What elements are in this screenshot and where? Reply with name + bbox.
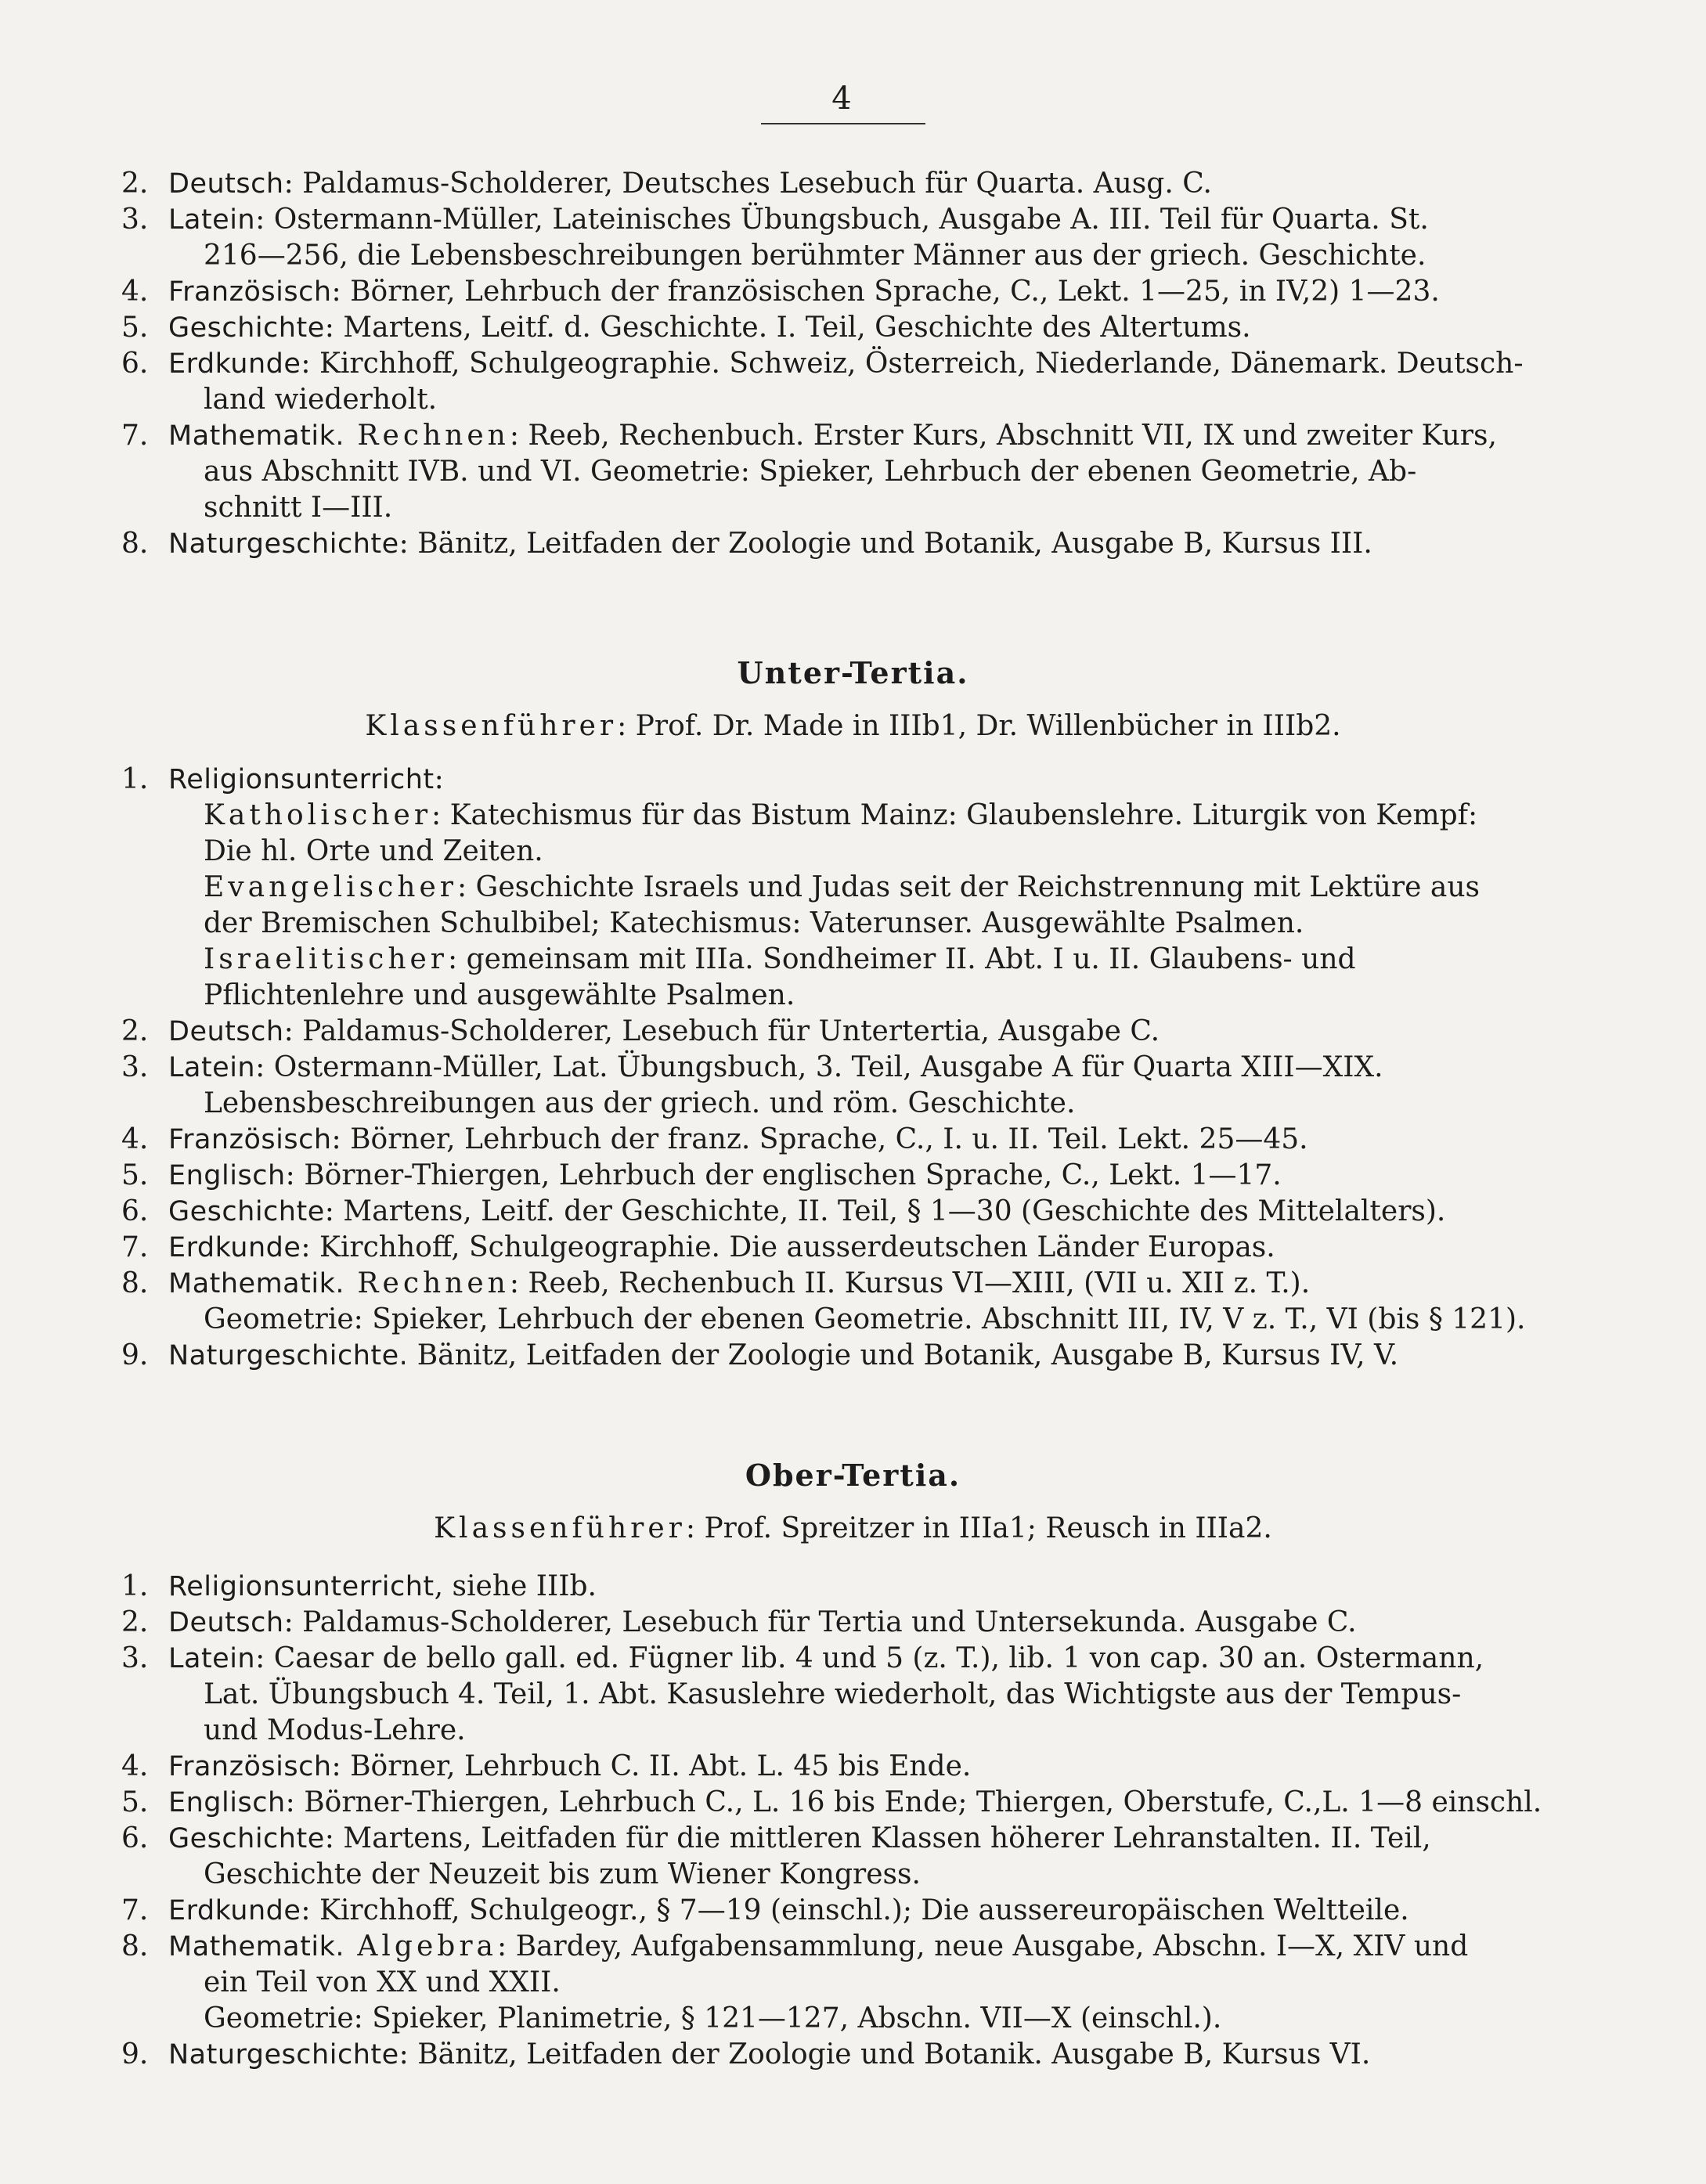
subject-label: Geschichte: [168, 1823, 325, 1854]
religion-entry: Israelitischer: gemeinsam mit IIIa. Sondheimer II. Abt. I u. II. Glaubens- und: [204, 943, 1356, 975]
list-item-continuation: land wiederholt.: [204, 384, 438, 416]
subject-label: Englisch: [168, 1787, 286, 1818]
page-number-rule: [761, 123, 925, 124]
list-item: 4. Französisch: Börner, Lehrbuch der franz. Sprache, C., I. u. II. Teil. Lekt. 25—45.: [121, 1123, 1308, 1155]
subject-label: Deutsch: [168, 1016, 284, 1047]
list-item: 3. Latein: Ostermann-Müller, Lateinisches Übungsbuch, Ausgabe A. III. Teil für Quarta. St.: [121, 204, 1429, 236]
page-number: 4: [831, 81, 852, 117]
list-item-continuation: Lebensbeschreibungen aus der griech. und röm. Geschichte.: [204, 1087, 1076, 1119]
subject-label: Geschichte: [168, 1196, 325, 1227]
list-item: 7. Erdkunde: Kirchhoff, Schulgeographie. Die ausserdeutschen Länder Europas.: [121, 1231, 1275, 1263]
list-item: 8. Mathematik. Algebra: Bardey, Aufgabensammlung, neue Ausgabe, Abschn. I—X, XIV und: [121, 1930, 1469, 1962]
list-item: 7. Erdkunde: Kirchhoff, Schulgeogr., § 7—19 (einschl.); Die aussereuropäischen Weltteile.: [121, 1894, 1409, 1926]
subject-label: Erdkunde: [168, 348, 301, 380]
list-item: 8. Naturgeschichte: Bänitz, Leitfaden der Zoologie und Botanik, Ausgabe B, Kursus III.: [121, 528, 1372, 560]
subject-label: Englisch: [168, 1160, 286, 1191]
class-leader-line: Klassenführer: Prof. Dr. Made in IIIb1, Dr. Willenbücher in IIIb2.: [365, 710, 1341, 742]
list-item: 1. Religionsunterricht, siehe IIIb.: [121, 1570, 597, 1602]
list-item-continuation: Lat. Übungsbuch 4. Teil, 1. Abt. Kasuslehre wiederholt, das Wichtigste aus der Tempus-: [204, 1678, 1462, 1710]
subject-label: Französisch: [168, 1751, 332, 1782]
list-item: 9. Naturgeschichte: Bänitz, Leitfaden der Zoologie und Botanik. Ausgabe B, Kursus VI.: [121, 2038, 1371, 2070]
list-item: 6. Erdkunde: Kirchhoff, Schulgeographie. Schweiz, Österreich, Niederlande, Dänemark. Deutsch-: [121, 348, 1524, 380]
subject-label: Naturgeschichte: [168, 528, 399, 560]
subject-label: Latein: [168, 204, 256, 236]
list-item: 5. Geschichte: Martens, Leitf. d. Geschichte. I. Teil, Geschichte des Altertums.: [121, 312, 1251, 344]
subject-label: Französisch: [168, 276, 332, 308]
section-heading: Unter-Tertia.: [737, 655, 969, 690]
list-item: 1. Religionsunterricht:: [121, 763, 444, 795]
religion-entry: Evangelischer: Geschichte Israels und Judas seit der Reichstrennung mit Lektüre aus: [204, 871, 1481, 903]
subject-label: Mathematik.: [168, 1931, 344, 1962]
list-item-continuation: Geometrie: Spieker, Planimetrie, § 121—127, Abschn. VII—X (einschl.).: [204, 2002, 1222, 2034]
list-item-continuation: Die hl. Orte und Zeiten.: [204, 835, 543, 867]
list-item: 2. Deutsch: Paldamus-Scholderer, Deutsches Lesebuch für Quarta. Ausg. C.: [121, 168, 1212, 200]
subject-label: Latein: [168, 1643, 256, 1674]
list-item-continuation: 216—256, die Lebensbeschreibungen berühmter Männer aus der griech. Geschichte.: [204, 240, 1426, 272]
subject-label: Deutsch: [168, 168, 284, 200]
list-item: 5. Englisch: Börner-Thiergen, Lehrbuch C., L. 16 bis Ende; Thiergen, Oberstufe, C.,L. 1—8 einschl.: [121, 1786, 1542, 1818]
subject-label: Deutsch: [168, 1607, 284, 1638]
list-item-continuation: Geometrie: Spieker, Lehrbuch der ebenen Geometrie. Abschnitt III, IV, V z. T., VI (bis § 121).: [204, 1303, 1526, 1335]
list-item-continuation: der Bremischen Schulbibel; Katechismus: Vaterunser. Ausgewählte Psalmen.: [204, 907, 1304, 939]
subject-label: Erdkunde: [168, 1895, 301, 1926]
subject-label: Religionsunterricht: [168, 764, 435, 795]
subject-label: Latein: [168, 1052, 256, 1083]
religion-entry: Katholischer: Katechismus für das Bistum Mainz: Glaubenslehre. Liturgik von Kempf:: [204, 799, 1478, 831]
list-item: 2. Deutsch: Paldamus-Scholderer, Lesebuch für Untertertia, Ausgabe C.: [121, 1015, 1160, 1047]
subject-label: Religionsunterricht: [168, 1571, 435, 1602]
list-item: 8. Mathematik. Rechnen: Reeb, Rechenbuch II. Kursus VI—XIII, (VII u. XII z. T.).: [121, 1267, 1311, 1299]
list-item: 5. Englisch: Börner-Thiergen, Lehrbuch der englischen Sprache, C., Lekt. 1—17.: [121, 1159, 1282, 1191]
list-item-continuation: Geschichte der Neuzeit bis zum Wiener Kongress.: [204, 1858, 921, 1890]
list-item: 4. Französisch: Börner, Lehrbuch C. II. Abt. L. 45 bis Ende.: [121, 1750, 972, 1782]
list-item: 3. Latein: Caesar de bello gall. ed. Fügner lib. 4 und 5 (z. T.), lib. 1 von cap. 30 an. Ostermann,: [121, 1642, 1484, 1674]
list-item-continuation: und Modus-Lehre.: [204, 1714, 466, 1746]
subject-label: Französisch: [168, 1124, 332, 1155]
subject-label: Naturgeschichte.: [168, 1340, 409, 1371]
subject-label: Mathematik.: [168, 420, 344, 452]
list-item: 6. Geschichte: Martens, Leitfaden für die mittleren Klassen höherer Lehranstalten. II. Teil,: [121, 1822, 1431, 1854]
subject-label: Erdkunde: [168, 1232, 301, 1263]
list-item-continuation: schnitt I—III.: [204, 492, 393, 524]
list-item-continuation: Pflichtenlehre und ausgewählte Psalmen.: [204, 979, 795, 1011]
section-heading: Ober-Tertia.: [745, 1458, 961, 1493]
list-item-continuation: aus Abschnitt IVB. und VI. Geometrie: Spieker, Lehrbuch der ebenen Geometrie, Ab-: [204, 456, 1417, 488]
list-item-continuation: ein Teil von XX und XXII.: [204, 1966, 561, 1998]
subject-label: Naturgeschichte: [168, 2039, 399, 2070]
subject-label: Mathematik.: [168, 1268, 344, 1299]
list-item: 3. Latein: Ostermann-Müller, Lat. Übungsbuch, 3. Teil, Ausgabe A für Quarta XIII—XIX.: [121, 1051, 1383, 1083]
list-item: 6. Geschichte: Martens, Leitf. der Geschichte, II. Teil, § 1—30 (Geschichte des Mittelalters).: [121, 1195, 1446, 1227]
list-item: 2. Deutsch: Paldamus-Scholderer, Lesebuch für Tertia und Untersekunda. Ausgabe C.: [121, 1606, 1357, 1638]
subject-label: Geschichte: [168, 312, 325, 344]
list-item: 4. Französisch: Börner, Lehrbuch der französischen Sprache, C., Lekt. 1—25, in IV,2) 1—23.: [121, 276, 1440, 308]
list-item: 7. Mathematik. Rechnen: Reeb, Rechenbuch. Erster Kurs, Abschnitt VII, IX und zweiter Kurs,: [121, 420, 1497, 452]
list-item: 9. Naturgeschichte. Bänitz, Leitfaden der Zoologie und Botanik, Ausgabe B, Kursus IV, V.: [121, 1339, 1399, 1371]
class-leader-line: Klassenführer: Prof. Spreitzer in IIIa1; Reusch in IIIa2.: [434, 1512, 1272, 1544]
